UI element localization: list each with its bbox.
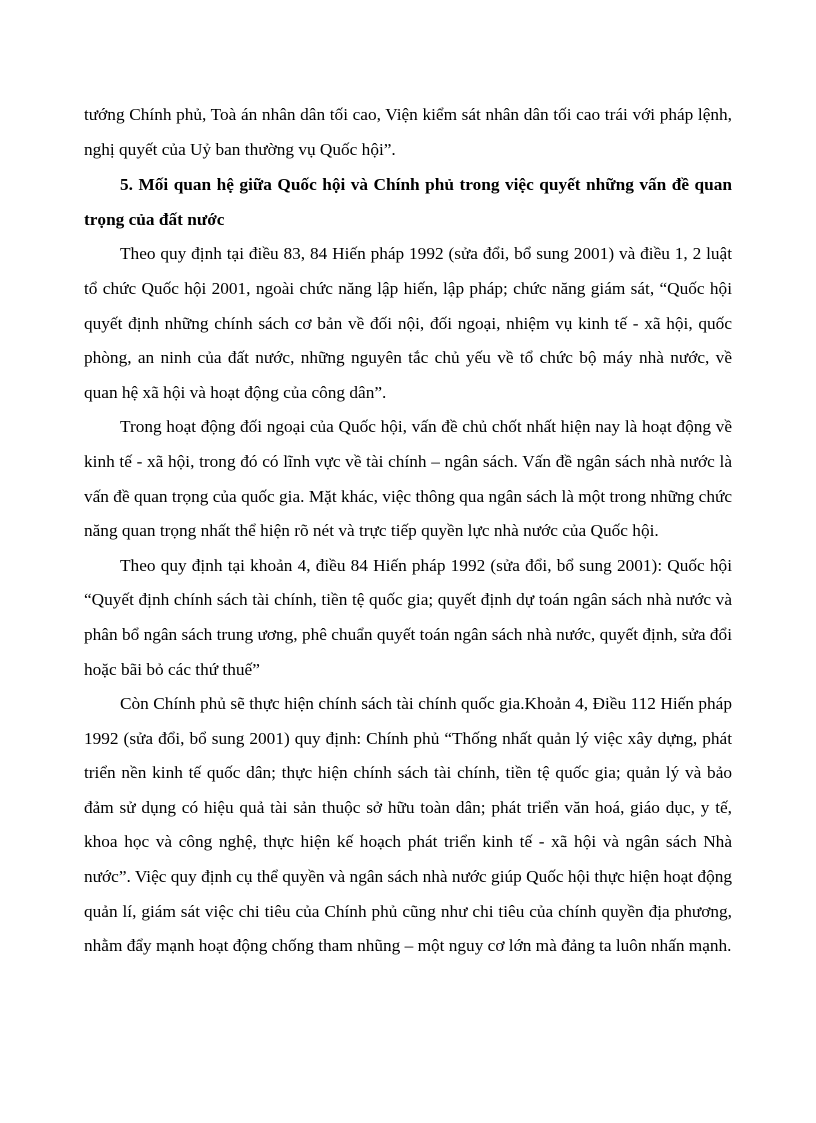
paragraph-government-finance: Còn Chính phủ sẽ thực hiện chính sách tài chính quốc gia.Khoản 4, Điều 112 Hiến pháp 1992 (sửa đổi, bổ sung 2001) quy định: Chính phủ “Thống nhất quản lý việc xây dựng, phát triển nền kinh tế quốc dân; thực hiện chính sách tài chính, tiền tệ quốc gia; quản lý và bảo đảm sử dụng có hiệu quả tài sản thuộc sở hữu toàn dân; phát triển văn hoá, giáo dục, y tế, khoa học và công nghệ, thực hiện kế hoạch phát triển kinh tế - xã hội và ngân sách Nhà nước”. Việc quy định cụ thể quyền và ngân sách nhà nước giúp Quốc hội thực hiện hoạt động quản lí, giám sát việc chi tiêu của Chính phủ cũng như chi tiêu của chính quyền địa phương, nhằm đẩy mạnh hoạt động chống tham nhũng – một nguy cơ lớn mà đảng ta luôn nhấn mạnh. xyxy=(84,694,732,956)
page-content xyxy=(84,98,732,964)
paragraph-foreign-affairs-budget: Trong hoạt động đối ngoại của Quốc hội, vấn đề chủ chốt nhất hiện nay là hoạt động về kinh tế - xã hội, trong đó có lĩnh vực về tài chính – ngân sách. Vấn đề ngân sách nhà nước là vấn đề quan trọng của quốc gia. Mặt khác, việc thông qua ngân sách là một trong những chức năng quan trọng nhất thể hiện rõ nét và trực tiếp quyền lực nhà nước của Quốc hội. xyxy=(84,417,732,541)
paragraph-clause-4-article-84: Theo quy định tại khoản 4, điều 84 Hiến pháp 1992 (sửa đổi, bổ sung 2001): Quốc hội “Quyết định chính sách tài chính, tiền tệ quốc gia; quyết định dự toán ngân sách nhà nước và phân bổ ngân sách trung ương, phê chuẩn quyết toán ngân sách nhà nước, quyết định, sửa đổi hoặc bãi bỏ các thứ thuế” xyxy=(84,555,732,679)
paragraph-constitution-articles: Theo quy định tại điều 83, 84 Hiến pháp 1992 (sửa đổi, bổ sung 2001) và điều 1, 2 luật tổ chức Quốc hội 2001, ngoài chức năng lập hiến, lập pháp; chức năng giám sát, “Quốc hội quyết định những chính sách cơ bản về đối nội, đối ngoại, nhiệm vụ kinh tế - xã hội, quốc phòng, an ninh của đất nước, những nguyên tắc chủ yếu về tổ chức bộ máy nhà nước, về quan hệ xã hội và hoạt động của công dân”. xyxy=(84,244,732,402)
section-heading: 5. Mối quan hệ giữa Quốc hội và Chính phủ trong việc quyết những vấn đề quan trọng của đất nước xyxy=(84,175,732,229)
paragraph-continuation: tướng Chính phủ, Toà án nhân dân tối cao, Viện kiểm sát nhân dân tối cao trái với pháp lệnh, nghị quyết của Uỷ ban thường vụ Quốc hội”. xyxy=(84,105,732,159)
